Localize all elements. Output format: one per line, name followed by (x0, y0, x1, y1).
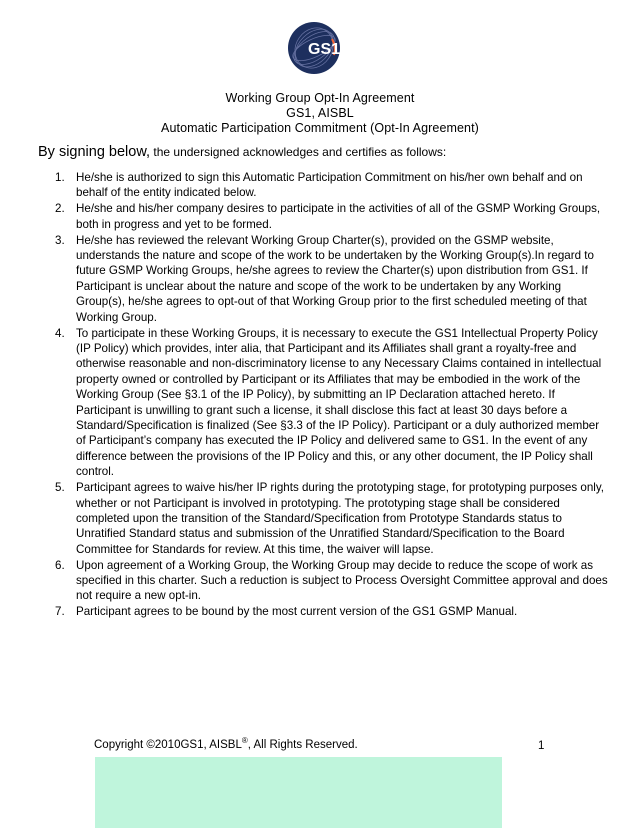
list-item (38, 558, 608, 604)
list-item (38, 604, 608, 619)
footer-copyright (94, 738, 554, 753)
list-item-text: To participate in these Working Groups, it is necessary to execute the GS1 Intellectual Property Policy (IP Policy) which provides, inter alia, that Participant and its Affiliates shall grant a royalty-free and otherwise reasonable and non-discriminatory license to any Necessary Claims contained in intellectual property owned or controlled by Participant or its Affiliates that may be embodied in the work of the Working Group (See §3.1 of the IP Policy), by submitting an IP Declaration attached hereto. If Participant is unwilling to grant such a license, it shall disclose this fact at least 30 days before a Standard/Specification is finalized (See §3.3 of the IP Policy). Participant or a duly authorized member of Participant’s company has executed the IP Policy and delivered same to GS1. In the event of any difference between the provisions of the IP Policy and this, or any other document, the IP Policy shall control. (76, 326, 602, 479)
document-header (0, 91, 640, 136)
list-item-number: 4. (55, 326, 65, 340)
organization-name: GS1, AISBL (286, 106, 354, 120)
list-item-text: Upon agreement of a Working Group, the Working Group may decide to reduce the scope of work as specified in this charter. Such a reduction is subject to Process Oversight Committee approval and does not require a new opt-in. (76, 558, 608, 603)
list-item-number: 1. (55, 171, 65, 184)
list-item-number: 6. (55, 558, 65, 572)
list-item-number: 3. (55, 233, 65, 247)
logo-text: GS1 (308, 41, 341, 58)
list-item (38, 233, 608, 325)
footer-highlight-box (95, 757, 502, 828)
list-item-text: He/she is authorized to sign this Automatic Participation Commitment on his/her own behalf and on behalf of the entity indicated below. (76, 171, 583, 200)
copyright-text: Copyright ©2010GS1, AISBL (94, 739, 242, 751)
list-item-text: He/she and his/her company desires to participate in the activities of all of the GSMP Working Groups, both in progress and yet to be formed. (76, 202, 601, 231)
agreement-list (38, 170, 608, 620)
list-item-number: 2. (55, 202, 65, 216)
list-item-text: Participant agrees to be bound by the most current version of the GS1 GSMP Manual. (76, 605, 518, 619)
list-item-number: 5. (55, 481, 65, 495)
gs1-logo (287, 21, 353, 75)
list-item (38, 326, 608, 480)
registered-mark: ® (241, 736, 248, 746)
document-subtitle: Automatic Participation Commitment (Opt-In Agreement) (161, 121, 479, 135)
list-item (38, 201, 608, 232)
intro-rest: the undersigned acknowledges and certifies as follows: (150, 145, 447, 159)
copyright-rights: , All Rights Reserved. (247, 739, 358, 751)
gs1-logo-icon (287, 21, 353, 75)
page-number: 1 (538, 740, 545, 752)
list-item (38, 170, 608, 201)
list-item-text: He/she has reviewed the relevant Working Group Charter(s), provided on the GSMP website, understands the nature and scope of the work to be undertaken by the Working Group(s).In regard to future GSMP Working Groups, he/she agrees to review the Charter(s) upon distribution from GS1. If Participant is unclear about the nature and scope of the work to be undertaken by any Working Group(s), he/she agrees to opt-out of that Working Group prior to the first scheduled meeting of that Working Group. (76, 233, 594, 324)
list-item-number: 7. (55, 605, 65, 619)
list-item (38, 480, 608, 557)
intro-paragraph (38, 145, 618, 160)
list-item-text: Participant agrees to waive his/her IP rights during the prototyping stage, for prototyping purposes only, whether or not Participant is involved in prototyping. The prototyping stage shall be considered completed upon the transition of the Standard/Specification from Prototype Standards status to Unratified Standard status and submission of the Unratified Standard/Specification to the Board Committee for Standards for review. At this time, the waiver will lapse. (76, 481, 605, 556)
document-title: Working Group Opt-In Agreement (225, 91, 415, 105)
intro-lead: By signing below, (38, 144, 151, 160)
